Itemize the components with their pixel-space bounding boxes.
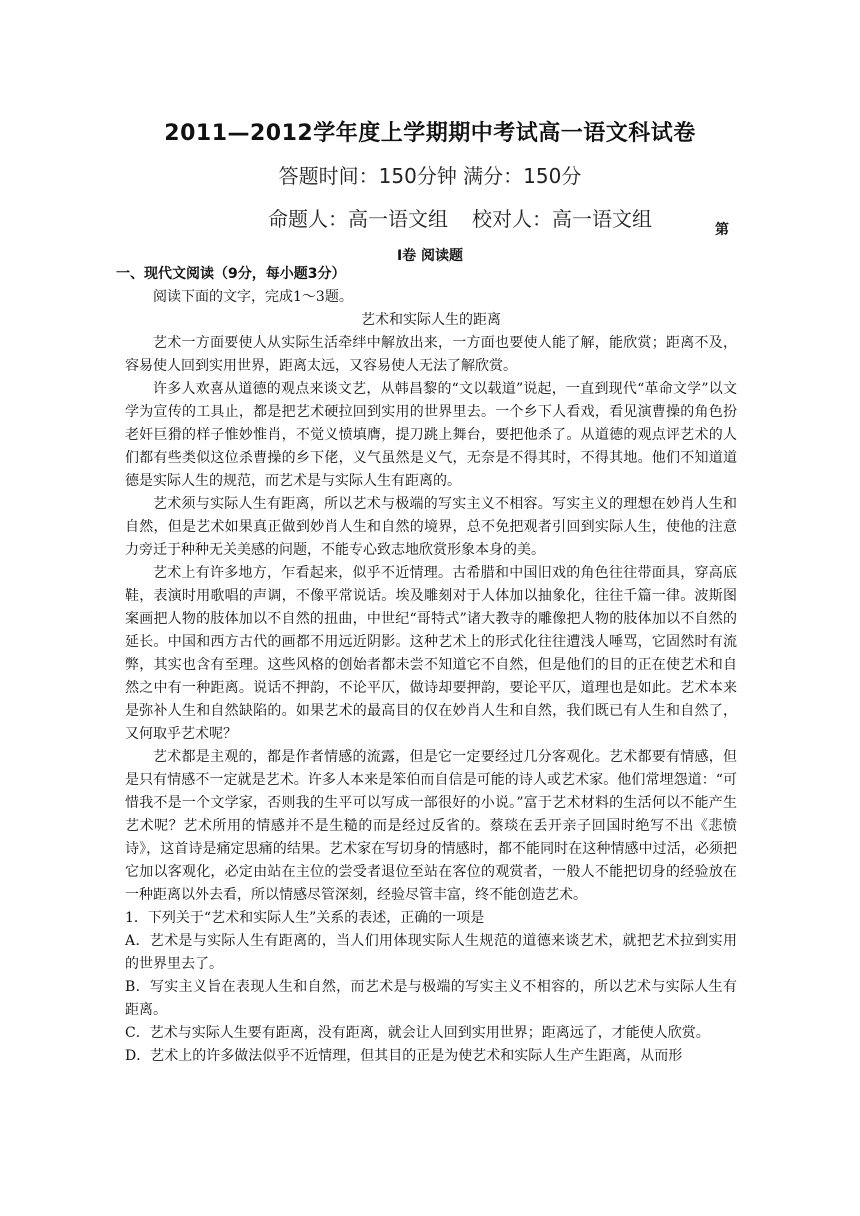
section-title: Ⅰ卷 阅读题 [396,248,464,264]
article-paragraph: 艺术上有许多地方，乍看起来，似乎不近情理。古希腊和中国旧戏的角色往往带面具，穿高底鞋，表演时用歌唱的声调，不像平常说话。埃及雕刻对于人体加以抽象化，往往千篇一律。波斯图案画把人物的肢体加以不自然的扭曲，中世纪“哥特式”诸大教寺的雕像把人物的肢体加以不自然的延长。中国和西方古代的画都不用远近阴影。这种艺术上的形式化往往遭浅人唾骂，它固然时有流弊，其实也含有至理。这些风格的创始者都未尝不知道它不自然，但是他们的目的正在使艺术和自然之中有一种距离。说话不押韵，不论平仄，做诗却要押韵，要论平仄，道理也是如此。艺术本来是弥补人生和自然缺陷的。如果艺术的最高目的仅在妙肖人生和自然，我们既已有人生和自然了，又何取乎艺术呢？ [125,565,737,742]
exam-authors [268,203,652,232]
article-paragraph: 艺术一方面要使人从实际生活牵绊中解放出来，一方面也要使人能了解，能欣赏；距离不及，容易使人回到实用世界，距离太远，又容易使人无法了解欣赏。 [125,335,737,374]
question-stem: 1．下列关于“艺术和实际人生”关系的表述，正确的一项是 [125,910,485,926]
instruction: 阅读下面的文字，完成1～3题。 [153,289,353,305]
corner-mark: 第 [715,222,729,238]
exam-checker: 校对人：高一语文组 [472,207,652,231]
question-option-c: C．艺术与实际人生要有距离，没有距离，就会让人回到实用世界；距离远了，才能使人欣赏。 [125,1025,710,1041]
article-title: 艺术和实际人生的距离 [361,312,501,328]
exam-title: 2011—2012学年度上学期期中考试高一语文科试卷 [164,121,696,146]
exam-time-score: 答题时间：150分钟 满分：150分 [278,164,582,188]
exam-body [116,263,737,1068]
part-heading: 一、现代文阅读（9分，每小题3分） [116,266,346,282]
question-option-d: D．艺术上的许多做法似乎不近情理，但其目的正是为使艺术和实际人生产生距离，从而形 [125,1048,683,1064]
exam-author: 命题人：高一语文组 [268,207,448,231]
question-option-a: A．艺术是与实际人生有距离的，当人们用体现实际人生规范的道德来谈艺术，就把艺术拉到实用的世界里去了。 [125,933,737,972]
article-paragraph: 艺术都是主观的，都是作者情感的流露，但是它一定要经过几分客观化。艺术都要有情感，但是只有情感不一定就是艺术。许多人本来是笨伯而自信是可能的诗人或艺术家。他们常埋怨道：“可惜我不是一个文学家，否则我的生平可以写成一部很好的小说。”富于艺术材料的生活何以不能产生艺术呢？艺术所用的情感并不是生糙的而是经过反省的。蔡琰在丢开亲子回国时绝写不出《悲愤诗》，这首诗是痛定思痛的结果。艺术家在写切身的情感时，都不能同时在这种情感中过活，必须把它加以客观化，必定由站在主位的尝受者退位至站在客位的观赏者，一般人不能把切身的经验放在一种距离以外去看，所以情感尽管深刻，经验尽管丰富，终不能创造艺术。 [125,749,737,903]
question-option-b: B．写实主义旨在表现人生和自然，而艺术是与极端的写实主义不相容的，所以艺术与实际人生有距离。 [125,979,737,1018]
article-paragraph: 许多人欢喜从道德的观点来谈文艺，从韩昌黎的“文以载道”说起，一直到现代“革命文学”以文学为宣传的工具止，都是把艺术硬拉回到实用的世界里去。一个乡下人看戏，看见演曹操的角色扮老奸巨猾的样子惟妙惟肖，不觉义愤填膺，提刀跳上舞台，要把他杀了。从道德的观点评艺术的人们都有些类似这位杀曹操的乡下佬，义气虽然是义气，无奈是不得其时，不得其地。他们不知道道德是实际人生的规范，而艺术是与实际人生有距离的。 [125,381,737,489]
article-paragraph: 艺术须与实际人生有距离，所以艺术与极端的写实主义不相容。写实主义的理想在妙肖人生和自然，但是艺术如果真正做到妙肖人生和自然的境界，总不免把观者引回到实际人生，使他的注意力旁迁于种种无关美感的问题，不能专心致志地欣赏形象本身的美。 [125,496,737,558]
